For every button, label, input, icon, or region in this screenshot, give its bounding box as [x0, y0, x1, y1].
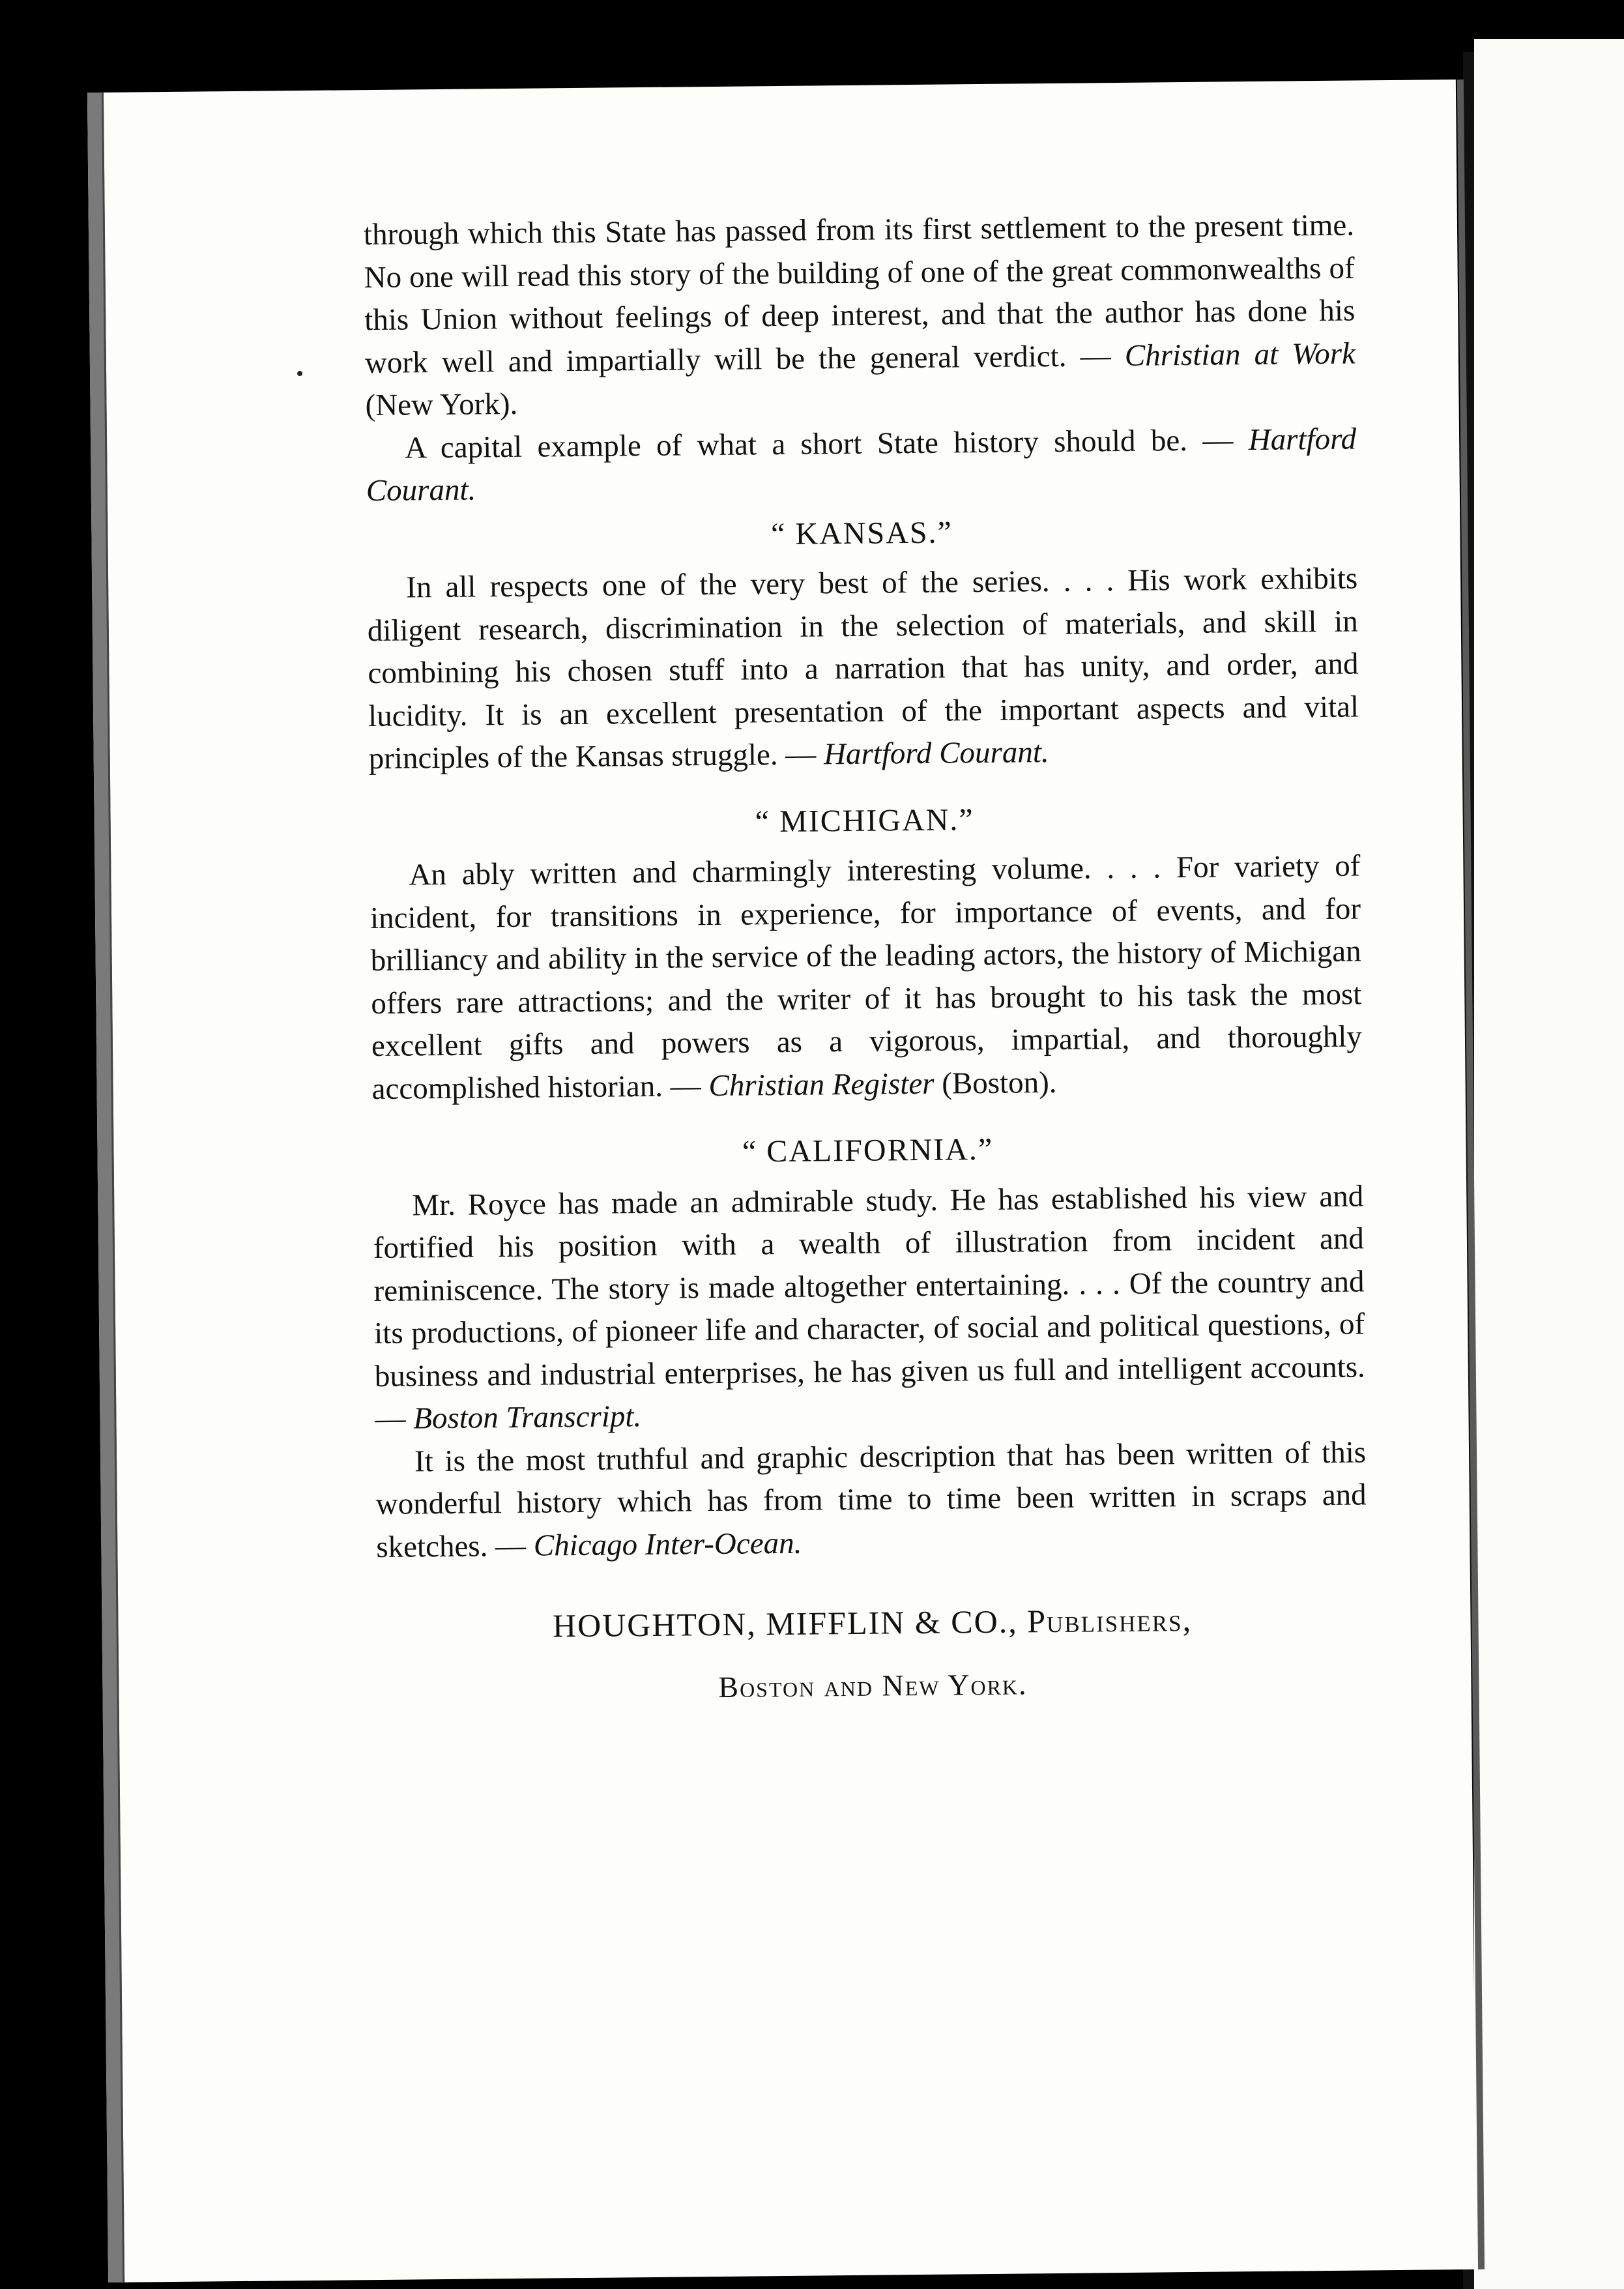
michigan-text: An ably written and charmingly interesting volume. . . . For variety of incident, for transitions in experience, for importance of events, and for brilliancy and ability in the service of the leading actors, the history of Michigan offers rare attractions; and the writer of it has brought to his task the most excellent gifts and powers as a vigorous, impartial, and thoroughly accomplished historian. — — [370, 849, 1363, 1106]
california-paragraph — [373, 1175, 1366, 1441]
intro-second-paragraph — [366, 418, 1357, 513]
california-second-text: It is the most truthful and graphic description that has been written of this wonderful history which has from time to time been written in scraps and sketches. — — [375, 1435, 1367, 1564]
publisher-role: Publishers, — [1026, 1601, 1193, 1640]
intro-second-text: A capital example of what a short State history should be. — — [404, 422, 1234, 465]
california-source: Boston Transcript. — [413, 1399, 642, 1436]
michigan-source: Christian Register — [708, 1066, 935, 1103]
intro-text: through which this State has passed from its first settlement to the present time. No one will read this story of the building of one of the great commonwealths of this Union without feelings of deep interest, and that the author has done his work well and impartially will be the general verdict. — — [363, 208, 1356, 380]
kansas-text: In all respects one of the very best of the series. . . . His work exhibits diligent research, discrimination in the selection of materials, and skill in combining his chosen stuff into a narration that has unity, and order, and lucidity. It is an excellent presentation of the important aspects and vital principles of the Kansas struggle. — — [367, 561, 1359, 776]
publisher-imprint — [377, 1597, 1368, 1649]
book-page — [87, 80, 1477, 2282]
publisher-address: Boston and New York. — [718, 1667, 1028, 1704]
california-second-source: Chicago Inter-Ocean. — [533, 1526, 802, 1563]
california-heading: “ CALIFORNIA.” — [742, 1131, 994, 1169]
michigan-paragraph — [370, 845, 1363, 1111]
ink-speck — [297, 371, 302, 376]
adjacent-page — [1474, 39, 1624, 2289]
intro-source-tail: (New York). — [365, 386, 518, 423]
california-second-paragraph — [375, 1431, 1367, 1569]
page-binding-edge — [87, 93, 124, 2282]
kansas-paragraph — [367, 557, 1359, 780]
michigan-heading: “ MICHIGAN.” — [755, 802, 974, 839]
intro-source: Christian at Work — [1124, 336, 1356, 373]
kansas-heading: “ KANSAS.” — [770, 514, 953, 551]
kansas-source: Hartford Courant. — [823, 735, 1049, 772]
intro-paragraph — [364, 205, 1356, 428]
intro-second-source: Hartford Courant. — [366, 421, 1357, 508]
california-text: Mr. Royce has made an admirable study. He has established his view and fortified his position with a wealth of illustration from incident and reminiscence. The story is made altogether entertaining. . . . Of the country and its productions, of pioneer life and character, of social and political questions, of business and industrial enterprises, he has given us full and intelligent accounts. — — [373, 1178, 1366, 1436]
page-text — [364, 205, 1369, 1712]
publisher-name: HOUGHTON, MIFFLIN & CO., — [552, 1603, 1018, 1644]
michigan-source-tail: (Boston). — [941, 1065, 1057, 1101]
